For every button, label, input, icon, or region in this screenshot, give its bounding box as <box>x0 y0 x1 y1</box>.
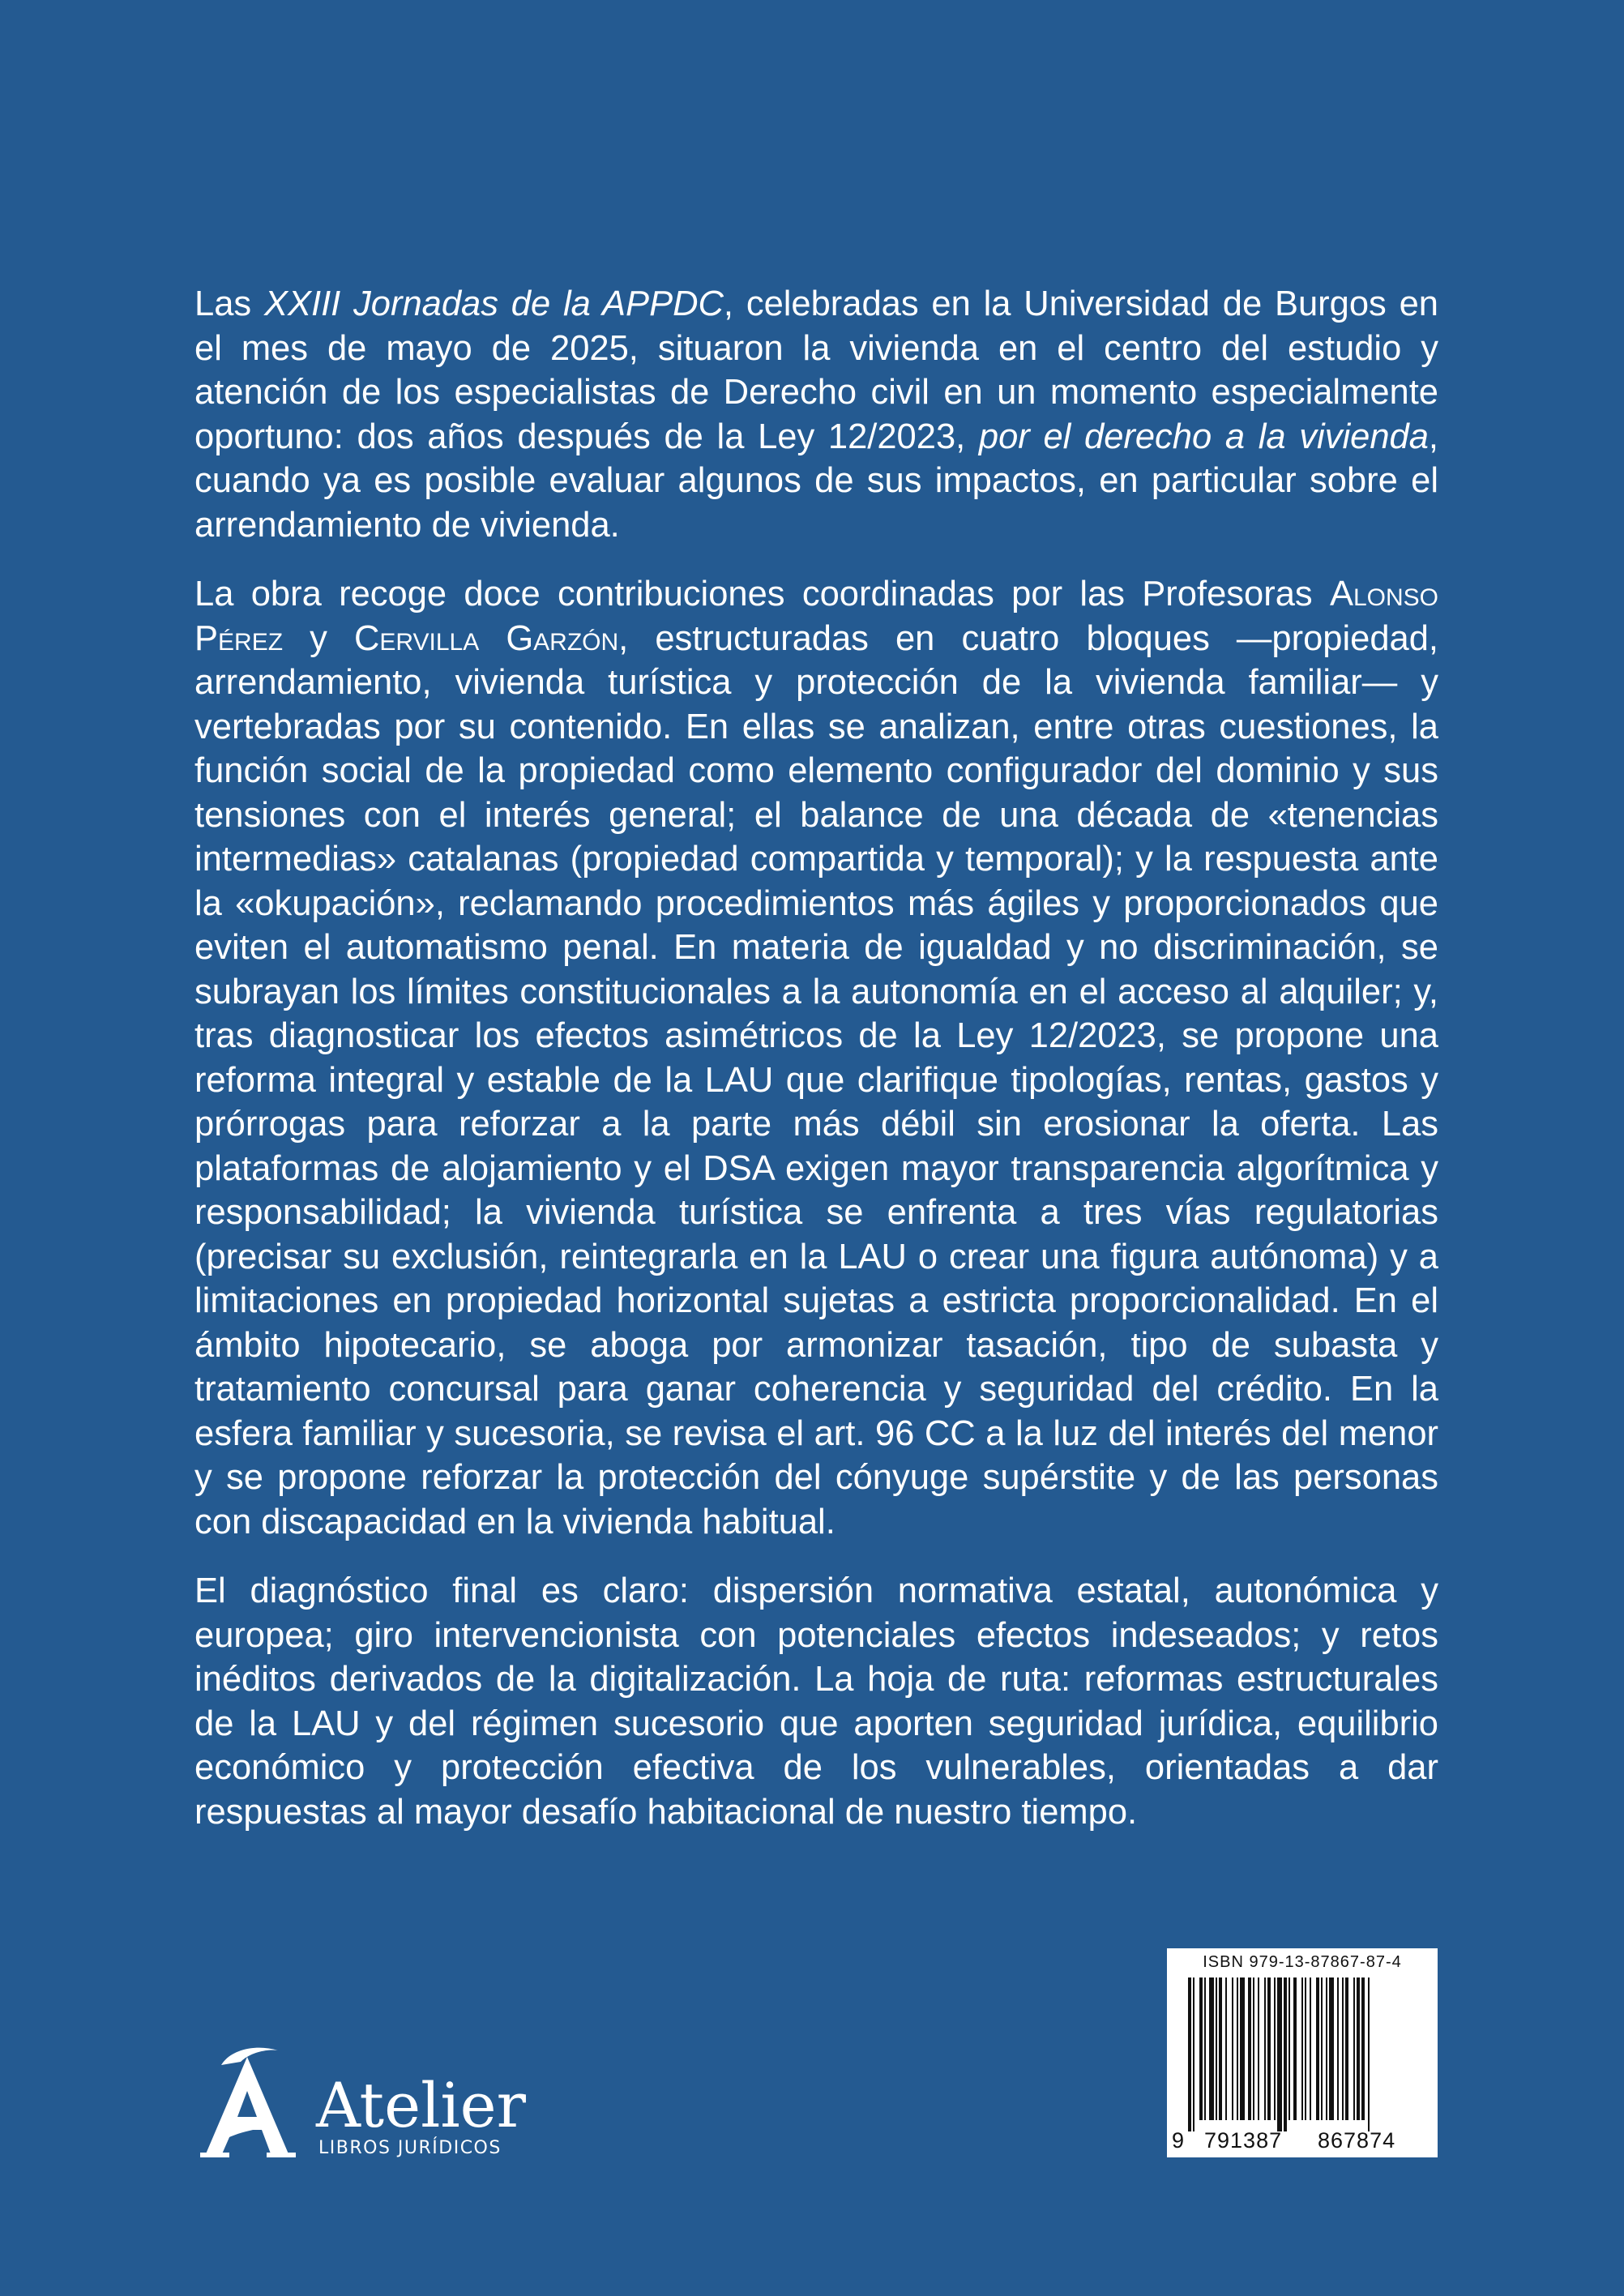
p1-text-c: , celebradas en la Universidad de Burgos en el mes de mayo de 2025, situaron la vivienda en el centro del estudio y atención de los especialistas de Derecho civil en un momento especialmente oportuno: dos años después de la Ley 12/2023, <box>194 284 1438 456</box>
p1-italic-law-title: por el derecho a la vivienda <box>978 417 1429 456</box>
barcode-bar <box>1199 1977 1203 2120</box>
barcode-bar <box>1326 1977 1327 2120</box>
p2-author-2: Cervilla Garzón <box>353 618 619 658</box>
barcode-bar <box>1219 1977 1222 2120</box>
barcode-bar <box>1293 1977 1297 2120</box>
barcode-bar <box>1277 1977 1282 2131</box>
barcode-bar <box>1232 1977 1233 2120</box>
paragraph-3: El diagnóstico final es claro: dispersión normativa estatal, autonómica y europea; giro intervencionista con potenciales efectos indeseados; y retos inéditos derivados de la digitalización. La hoja de ruta: reformas estructurales de la LAU y del régimen sucesorio que aporten seguridad jurídica, equilibrio económico y protección efectiva de los vulnerables, orientadas a dar respuestas al mayor desafío habitacional de nuestro tiempo. <box>194 1571 1438 1832</box>
barcode-digits-left: 791387 <box>1204 2128 1283 2153</box>
barcode-bar <box>1188 1977 1191 2131</box>
barcode-bar <box>1225 1977 1227 2120</box>
p2-text-c: y <box>283 618 354 658</box>
publisher-logo <box>199 2042 526 2164</box>
barcode-bar <box>1237 1977 1238 2120</box>
barcode-bar <box>1216 1977 1217 2120</box>
barcode-bar <box>1357 1977 1360 2120</box>
barcode-bar <box>1368 1977 1370 2131</box>
barcode-bar <box>1305 1977 1306 2120</box>
p1-text-a: Las <box>194 284 264 323</box>
p1-text-e: , cuando ya es posible evaluar algunos de sus impactos, en particular sobre el arrendamiento de vivienda. <box>194 417 1438 545</box>
barcode-bar <box>1310 1977 1311 2120</box>
barcode-bar <box>1301 1977 1303 2120</box>
barcode-bar <box>1209 1977 1214 2120</box>
barcode-bar <box>1240 1977 1245 2120</box>
paragraph-2 <box>194 572 1438 1544</box>
barcode-digits-right: 867874 <box>1318 2128 1396 2153</box>
barcode-bars <box>1185 1977 1428 2131</box>
barcode-bar <box>1342 1977 1344 2120</box>
barcode-bar <box>1284 1977 1287 2131</box>
barcode-bar <box>1316 1977 1319 2120</box>
barcode-bar <box>1258 1977 1259 2120</box>
barcode-bar <box>1329 1977 1334 2120</box>
publisher-name: Atelier <box>316 2069 526 2141</box>
barcode-bar <box>1274 1977 1276 2120</box>
p2-author-1: Alonso Pérez <box>194 575 1438 658</box>
barcode-bar <box>1337 1977 1339 2120</box>
atelier-a-logo-icon <box>199 2042 304 2164</box>
publisher-subtitle: LIBROS JURÍDICOS <box>318 2138 502 2158</box>
barcode-bar <box>1248 1977 1251 2120</box>
barcode-bar <box>1267 1977 1271 2120</box>
barcode-bar <box>1345 1977 1348 2120</box>
barcode-bar <box>1353 1977 1355 2120</box>
barcode-bar <box>1361 1977 1365 2120</box>
isbn-barcode <box>1167 1948 1438 2157</box>
isbn-label: ISBN 979-13-87867-87-4 <box>1203 1953 1402 1971</box>
barcode-bar <box>1321 1977 1323 2120</box>
barcode-digit-first: 9 <box>1172 2128 1186 2153</box>
p2-text-e: , estructuradas en cuatro bloques —propiedad, arrendamiento, vivienda turística y protección de la vivienda familiar— y vertebradas por su contenido. En ellas se analizan, entre otras cuestiones, la función social de la propiedad como elemento configurador del dominio y sus tensiones con el interés general; el balance de una década de «tenencias intermedias» catalanas (propiedad compartida y temporal); y la respuesta ante la «okupación», reclamando procedimientos más ágiles y proporcionados que eviten el automatismo penal. En materia de igualdad y no discriminación, se subrayan los límites constitucionales a la autonomía en el acceso al alquiler; y, tras diagnosticar los efectos asimétricos de la Ley 12/2023, se propone una reforma integral y estable de la LAU que clarifique tipologías, rentas, gastos y prórrogas para reforzar a la parte más débil sin erosionar la oferta. Las plataformas de alojamiento y el DSA exigen mayor transparencia algorítmica y responsabilidad; la vivienda turística se enfrenta a tres vías regulatorias (precisar su exclusión, reintegrarla en la LAU o crear una figura autónoma) y a limitaciones en propiedad horizontal sujetas a estricta proporcionalidad. En el ámbito hipotecario, se aboga por armonizar tasación, tipo de subasta y tratamiento concursal para ganar coherencia y seguridad del crédito. En la esfera familiar y sucesoria, se revisa el art. 96 CC a la luz del interés del menor y se propone reforzar la protección del cónyuge supérstite y de las personas con discapacidad en la vivienda habitual. <box>194 618 1439 1541</box>
barcode-bar <box>1204 1977 1206 2120</box>
barcode-bar <box>1253 1977 1254 2120</box>
paragraph-1 <box>194 282 1438 547</box>
p2-text-a: La obra recoge doce contribuciones coordinadas por las Profesoras <box>194 575 1330 614</box>
back-cover-text <box>194 282 1438 1859</box>
p1-italic-event: XXIII Jornadas de la APPDC <box>263 284 724 323</box>
barcode-bar <box>1193 1977 1194 2131</box>
barcode-bar <box>1289 1977 1290 2120</box>
barcode-bar <box>1264 1977 1266 2120</box>
